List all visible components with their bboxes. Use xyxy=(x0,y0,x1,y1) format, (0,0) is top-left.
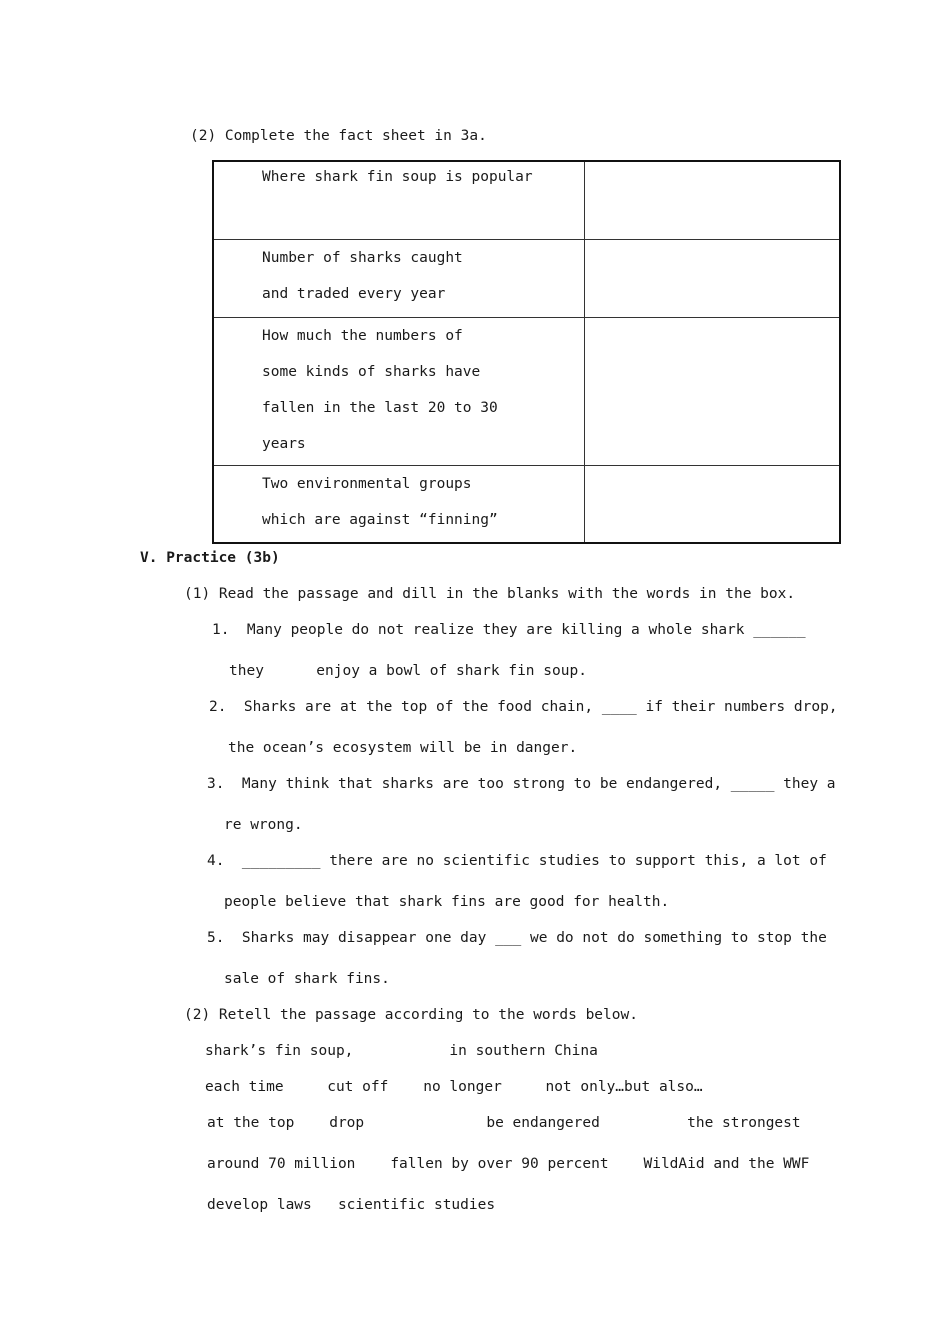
fact-sheet-heading: (2) Complete the fact sheet in 3a. xyxy=(190,128,487,144)
fact-question-line: Two environmental groups xyxy=(262,475,472,492)
fact-question-line: How much the numbers of xyxy=(262,327,463,344)
sentence-2-line-1: 2. Sharks are at the top of the food chain, ____ if their numbers drop, xyxy=(209,699,838,715)
table-row xyxy=(213,161,840,239)
fact-question-line: Where shark fin soup is popular xyxy=(262,169,533,185)
word-line: around 70 million fallen by over 90 percent WildAid and the WWF xyxy=(207,1156,810,1172)
sentence-4-line-2: people believe that shark fins are good for health. xyxy=(224,894,670,910)
fact-question-cell xyxy=(213,317,584,465)
fact-answer-cell[interactable] xyxy=(584,465,840,543)
fact-question-line: fallen in the last 20 to 30 xyxy=(262,399,498,416)
sentence-1-line-1: 1. Many people do not realize they are killing a whole shark ______ xyxy=(212,622,806,638)
table-row xyxy=(213,317,840,465)
practice-title: V. Practice (3b) xyxy=(140,550,280,566)
part2-instruction: (2) Retell the passage according to the words below. xyxy=(184,1007,638,1023)
word-line: shark’s fin soup, in southern China xyxy=(205,1043,598,1059)
fact-question-line: and traded every year xyxy=(262,285,446,302)
fact-question-line: which are against “finning” xyxy=(262,511,498,528)
fact-question-cell xyxy=(213,465,584,543)
fact-answer-cell[interactable] xyxy=(584,239,840,317)
fact-question-line: years xyxy=(262,435,306,452)
fact-question-line: Number of sharks caught xyxy=(262,249,463,266)
fact-sheet-table xyxy=(212,160,841,544)
sentence-2-line-2: the ocean’s ecosystem will be in danger. xyxy=(228,740,578,756)
part1-instruction: (1) Read the passage and dill in the blanks with the words in the box. xyxy=(184,586,796,602)
sentence-3-line-2: re wrong. xyxy=(224,817,303,833)
fact-answer-cell[interactable] xyxy=(584,317,840,465)
word-line: develop laws scientific studies xyxy=(207,1197,496,1213)
word-line: at the top drop be endangered the strongest xyxy=(207,1115,801,1131)
table-row xyxy=(213,465,840,543)
sentence-5-line-1: 5. Sharks may disappear one day ___ we do not do something to stop the xyxy=(207,930,827,946)
fact-question-line: some kinds of sharks have xyxy=(262,363,481,380)
sentence-1-line-2: they enjoy a bowl of shark fin soup. xyxy=(229,663,587,679)
sentence-4-line-1: 4. _________ there are no scientific studies to support this, a lot of xyxy=(207,853,827,869)
fact-question-cell xyxy=(213,161,584,239)
sentence-3-line-1: 3. Many think that sharks are too strong to be endangered, _____ they a xyxy=(207,776,836,792)
fact-question-cell xyxy=(213,239,584,317)
fact-answer-cell[interactable] xyxy=(584,161,840,239)
sentence-5-line-2: sale of shark fins. xyxy=(224,971,390,987)
table-row xyxy=(213,239,840,317)
word-line: each time cut off no longer not only…but also… xyxy=(205,1079,703,1095)
